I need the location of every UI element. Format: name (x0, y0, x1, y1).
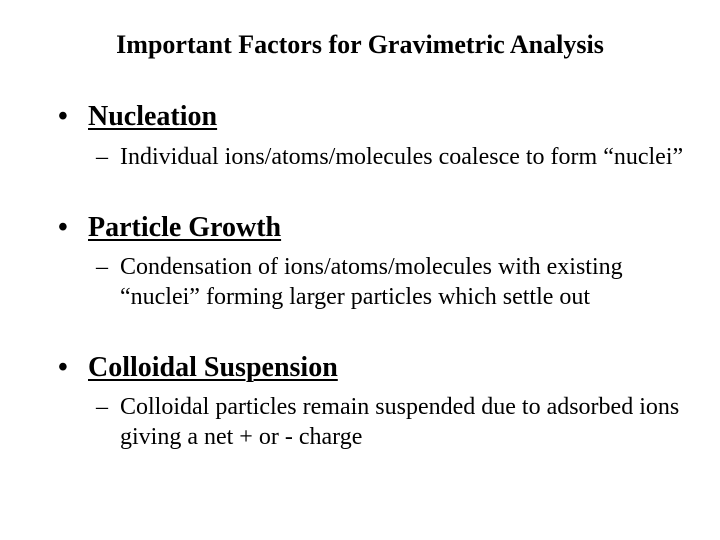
sub-item-text: Colloidal particles remain suspended due to adsorbed ions giving a net + or - charge (120, 394, 680, 450)
sub-marker: – (96, 254, 108, 280)
bullet-heading: Colloidal Suspension (88, 352, 338, 383)
bullet-item-nucleation (58, 100, 217, 134)
bullet-heading: Particle Growth (88, 212, 282, 243)
sub-item-particle-growth (96, 252, 696, 312)
bullet-marker: • (58, 212, 68, 243)
sub-item-colloidal-suspension (96, 392, 696, 452)
sub-item-text: Individual ions/atoms/molecules coalesce to form “nuclei” (120, 144, 684, 170)
bullet-item-particle-growth (58, 211, 281, 245)
sub-item-text: Condensation of ions/atoms/molecules with existing “nuclei” forming larger particles which settle out (120, 254, 623, 310)
sub-marker: – (96, 144, 108, 170)
bullet-item-colloidal-suspension (58, 351, 338, 385)
bullet-marker: • (58, 101, 68, 132)
sub-marker: – (96, 394, 108, 420)
bullet-heading: Nucleation (88, 101, 218, 132)
slide-title: Important Factors for Gravimetric Analysis (116, 30, 604, 59)
sub-item-nucleation (96, 142, 696, 172)
bullet-marker: • (58, 352, 68, 383)
